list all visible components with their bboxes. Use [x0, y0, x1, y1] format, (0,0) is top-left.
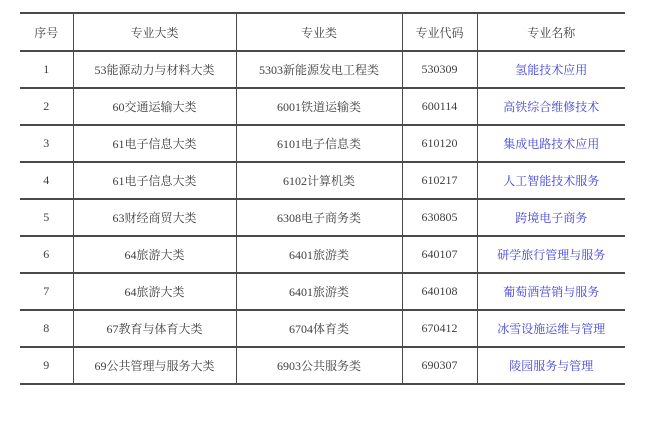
column-header-index: 序号 — [34, 25, 59, 40]
cell-name — [477, 125, 625, 162]
table-row — [20, 88, 625, 125]
cell-class: 6401旅游类 — [236, 236, 402, 273]
cell-name — [477, 51, 625, 88]
table-row — [20, 125, 625, 162]
cell-name — [477, 236, 625, 273]
cell-name — [477, 347, 625, 384]
cell-code: 610217 — [402, 162, 477, 199]
major-name-link[interactable]: 人工智能技术服务 — [503, 174, 600, 188]
column-header-category: 专业大类 — [73, 13, 236, 51]
table-row — [20, 347, 625, 384]
cell-index: 1 — [43, 62, 50, 76]
table-row — [20, 162, 625, 199]
cell-category: 63财经商贸大类 — [73, 199, 236, 236]
cell-name — [477, 273, 625, 310]
header-row — [20, 13, 625, 51]
major-name-link[interactable]: 集成电路技术应用 — [503, 137, 600, 151]
table-body — [20, 51, 625, 384]
cell-code: 530309 — [402, 51, 477, 88]
cell-class: 6903公共服务类 — [236, 347, 402, 384]
table-row — [20, 236, 625, 273]
cell-code: 690307 — [402, 347, 477, 384]
table-row — [20, 199, 625, 236]
cell-index: 3 — [43, 136, 50, 150]
table-header — [20, 13, 625, 51]
cell-name — [477, 88, 625, 125]
cell-category: 53能源动力与材料大类 — [73, 51, 236, 88]
cell-class: 6101电子信息类 — [236, 125, 402, 162]
cell-code: 610120 — [402, 125, 477, 162]
cell-category: 64旅游大类 — [73, 236, 236, 273]
cell-category: 61电子信息大类 — [73, 125, 236, 162]
major-name-link[interactable]: 研学旅行管理与服务 — [497, 248, 606, 262]
cell-category: 61电子信息大类 — [73, 162, 236, 199]
cell-category: 60交通运输大类 — [73, 88, 236, 125]
cell-code: 670412 — [402, 310, 477, 347]
cell-class: 6102计算机类 — [236, 162, 402, 199]
major-name-link[interactable]: 冰雪设施运维与管理 — [497, 322, 606, 336]
cell-category: 69公共管理与服务大类 — [73, 347, 236, 384]
cell-code: 640107 — [402, 236, 477, 273]
majors-table-container — [20, 12, 625, 385]
cell-name — [477, 162, 625, 199]
cell-index: 9 — [43, 358, 50, 372]
cell-index: 6 — [43, 247, 50, 261]
major-name-link[interactable]: 高铁综合维修技术 — [503, 100, 600, 114]
major-name-link[interactable]: 陵园服务与管理 — [509, 359, 594, 373]
column-header-code: 专业代码 — [402, 13, 477, 51]
cell-class: 6001铁道运输类 — [236, 88, 402, 125]
major-name-link[interactable]: 氢能技术应用 — [515, 63, 588, 77]
column-header-class: 专业类 — [236, 13, 402, 51]
cell-index: 4 — [43, 173, 50, 187]
cell-index: 7 — [43, 284, 50, 298]
major-name-link[interactable]: 跨境电子商务 — [515, 211, 588, 225]
cell-code: 640108 — [402, 273, 477, 310]
cell-index: 5 — [43, 210, 50, 224]
table-row — [20, 310, 625, 347]
cell-name — [477, 310, 625, 347]
cell-index: 2 — [43, 99, 50, 113]
cell-class: 5303新能源发电工程类 — [236, 51, 402, 88]
column-header-name: 专业名称 — [477, 13, 625, 51]
cell-category: 67教育与体育大类 — [73, 310, 236, 347]
table-row — [20, 273, 625, 310]
cell-name — [477, 199, 625, 236]
cell-class: 6704体育类 — [236, 310, 402, 347]
table-row — [20, 51, 625, 88]
cell-class: 6401旅游类 — [236, 273, 402, 310]
cell-code: 630805 — [402, 199, 477, 236]
major-name-link[interactable]: 葡萄酒营销与服务 — [503, 285, 600, 299]
cell-index: 8 — [43, 321, 50, 335]
cell-code: 600114 — [402, 88, 477, 125]
majors-table — [20, 12, 625, 385]
cell-class: 6308电子商务类 — [236, 199, 402, 236]
cell-category: 64旅游大类 — [73, 273, 236, 310]
